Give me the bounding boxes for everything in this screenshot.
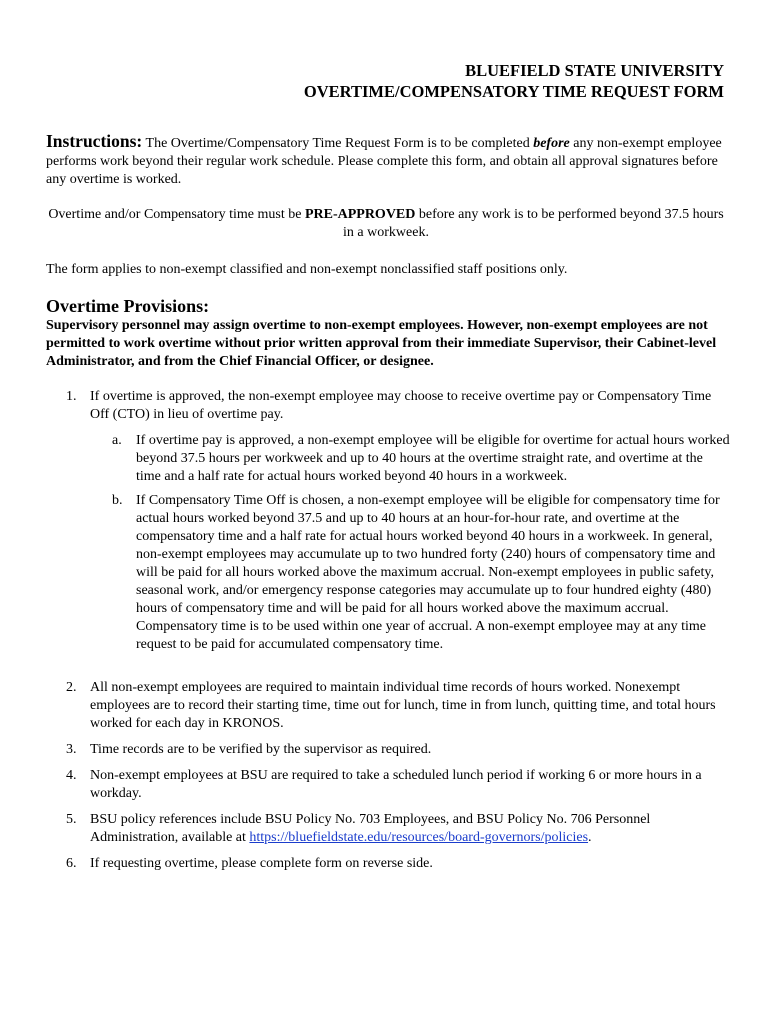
instructions-emphasis: before	[533, 136, 570, 151]
instructions-label: Instructions:	[46, 131, 143, 151]
list-number: 6.	[66, 856, 77, 871]
form-header	[304, 60, 724, 102]
university-name: BLUEFIELD STATE UNIVERSITY	[465, 61, 724, 80]
sub-list-letter: a.	[112, 433, 122, 448]
policies-link[interactable]: https://bluefieldstate.edu/resources/board-governors/policies	[249, 830, 589, 845]
applies-statement: The form applies to non-exempt classified and non-exempt nonclassified staff positions only.	[46, 262, 568, 277]
list-number: 1.	[66, 389, 77, 404]
list-number: 4.	[66, 768, 77, 783]
list-item: If requesting overtime, please complete form on reverse side.	[90, 856, 433, 871]
sub-list-item: If overtime pay is approved, a non-exempt employee will be eligible for overtime for actual hours worked beyond 37.5 hours per workweek and up to 40 hours at the overtime straight rate, and overtime at the time and a half rate for actual hours worked beyond 40 hours in a workweek.	[136, 433, 730, 484]
sub-list-item: If Compensatory Time Off is chosen, a non-exempt employee will be eligible for compensatory time for actual hours worked beyond 37.5 and up to 40 hours at an hour-for-hour rate, and overtime at the compensatory time and a half rate for actual hours worked beyond 40 hours in a workweek. In general, non-exempt employees may accumulate up to two hundred forty (240) hours of compensatory time and will be paid for all hours worked above the maximum accrual. Non-exempt employees in public safety, seasonal work, and/or emergency response categories may accumulate up to four hundred eighty (480) hours of compensatory time and will be paid for all hours worked above the maximum accrual. Compensatory time is to be used within one year of accrual. A non-exempt employee may at any time request to be paid for accumulated compensatory time.	[136, 493, 720, 652]
preapproval-notice: Overtime and/or Compensatory time must be PRE-APPROVED before any work is to be performed beyond 37.5 hours in a workweek.	[48, 207, 724, 240]
preapproval-emphasis: PRE-APPROVED	[304, 207, 416, 222]
list-item: Time records are to be verified by the supervisor as required.	[90, 742, 432, 757]
list-item: BSU policy references include BSU Policy No. 703 Employees, and BSU Policy No. 706 Personnel Administration, available at https://bluefieldstate.edu/resources/board-governors/policies.	[90, 812, 651, 845]
list-number: 3.	[66, 742, 77, 757]
instructions-text-start: The Overtime/Compensatory Time Request Form is to be completed	[145, 136, 530, 151]
list-item: Non-exempt employees at BSU are required to take a scheduled lunch period if working 6 or more hours in a workday.	[90, 768, 702, 801]
provisions-heading: Overtime Provisions:	[46, 296, 210, 316]
list-item: If overtime is approved, the non-exempt employee may choose to receive overtime pay or Compensatory Time Off (CTO) in lieu of overtime pay.	[90, 389, 712, 422]
list-number: 2.	[66, 680, 77, 695]
instructions-paragraph	[46, 132, 726, 189]
instructions-text-end: any non-exempt employee performs work beyond their regular work schedule. Please complete this form, and obtain all approval signatures before any overtime is worked.	[46, 136, 722, 187]
provisions-statement: Supervisory personnel may assign overtime to non-exempt employees. However, non-exempt employees are not permitted to work overtime without prior written approval from their immediate Supervisor, their Cabinet-level Administrator, and from the Chief Financial Officer, or designee.	[46, 318, 717, 369]
list-item: All non-exempt employees are required to maintain individual time records of hours worked. Nonexempt employees are to record their starting time, time out for lunch, time in from lunch, quitting time, and total hours worked for each day in KRONOS.	[90, 680, 716, 731]
form-title: OVERTIME/COMPENSATORY TIME REQUEST FORM	[303, 82, 724, 101]
sub-list-letter: b.	[112, 493, 123, 508]
list-number: 5.	[66, 812, 77, 827]
